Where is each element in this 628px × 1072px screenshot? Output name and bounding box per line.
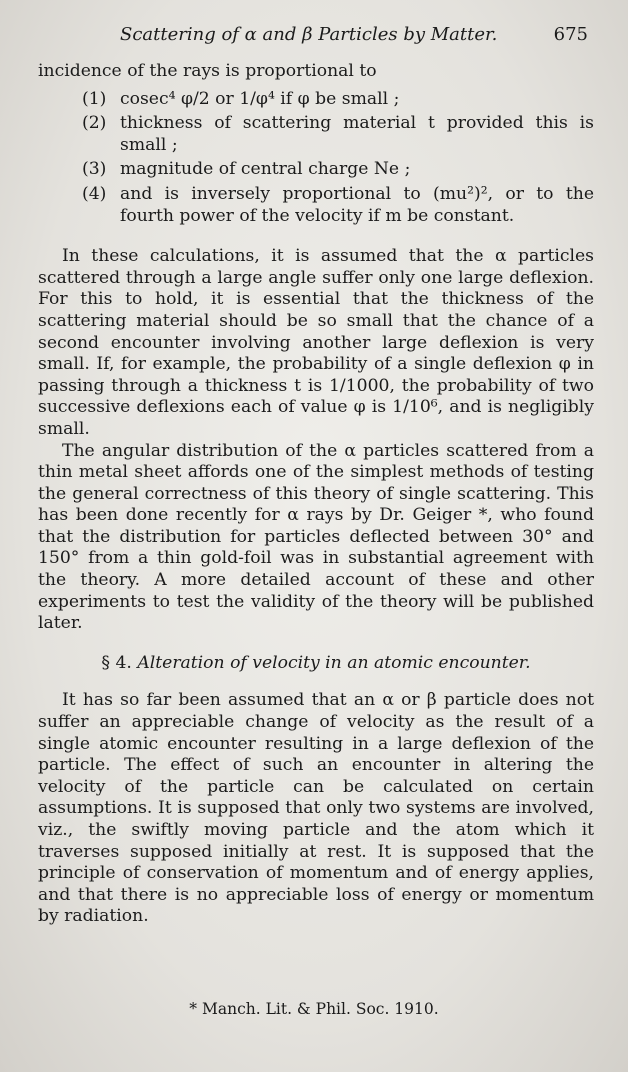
running-title: Scattering of α and β Particles by Matter.	[120, 24, 498, 45]
list-item-text: and is inversely proportional to (mu²)², or to the fourth power of the velocity if m be constant.	[120, 183, 594, 226]
proportionality-list	[38, 89, 594, 228]
list-item-text: magnitude of central charge Ne ;	[120, 159, 411, 180]
running-header	[120, 24, 588, 48]
list-item-number: (4)	[82, 183, 107, 204]
list-item	[38, 184, 594, 227]
list-item-text: cosec⁴ φ/2 or 1/φ⁴ if φ be small ;	[120, 88, 400, 109]
list-item-number: (1)	[82, 88, 107, 109]
section-number: § 4.	[101, 652, 132, 673]
paragraph: The angular distribution of the α particles scattered from a thin metal sheet affords one of the simplest methods of testing the general correctness of this theory of single scattering. This has been done recently for α rays by Dr. Geiger *, who found that the distribution for particles deflected between 30° and 150° from a thin gold-foil was in substantial agreement with the theory. A more detailed account of these and other experiments to test the validity of the theory will be published later.	[38, 440, 594, 634]
list-item	[38, 89, 594, 111]
paragraph: It has so far been assumed that an α or β particle does not suffer an appreciable change of velocity as the result of a single atomic encounter resulting in a large deflexion of the particle. The effect of such an encounter in altering the velocity of the particle can be calculated on certain assumptions. It is supposed that only two systems are involved, viz., the swiftly moving particle and the atom which it traverses supposed initially at rest. It is supposed that the principle of conservation of momentum and of energy applies, and that there is no appreciable loss of energy or momentum by radiation.	[38, 690, 594, 927]
list-item-number: (2)	[82, 113, 107, 134]
paragraph: In these calculations, it is assumed that the α particles scattered through a large angle suffer only one large deflexion. For this to hold, it is essential that the thickness of the scattering material should be so small that the chance of a second encounter involving another large deflexion is very small. If, for example, the probability of a single deflexion φ in passing through a thickness t is 1/1000, the probability of two successive deflexions each of value φ is 1/10⁶, and is negligibly small.	[38, 246, 594, 439]
body-text	[38, 61, 594, 928]
footnote: * Manch. Lit. & Phil. Soc. 1910.	[189, 1000, 439, 1018]
page-number: 675	[553, 24, 588, 45]
intro-line: incidence of the rays is proportional to	[38, 61, 377, 81]
section-heading	[38, 653, 594, 675]
list-item	[38, 113, 594, 156]
list-item	[38, 159, 594, 181]
list-item-number: (3)	[82, 159, 107, 180]
list-item-text: thickness of scattering material t provided this is small ;	[120, 113, 594, 155]
section-title: Alteration of velocity in an atomic encounter.	[137, 652, 531, 673]
